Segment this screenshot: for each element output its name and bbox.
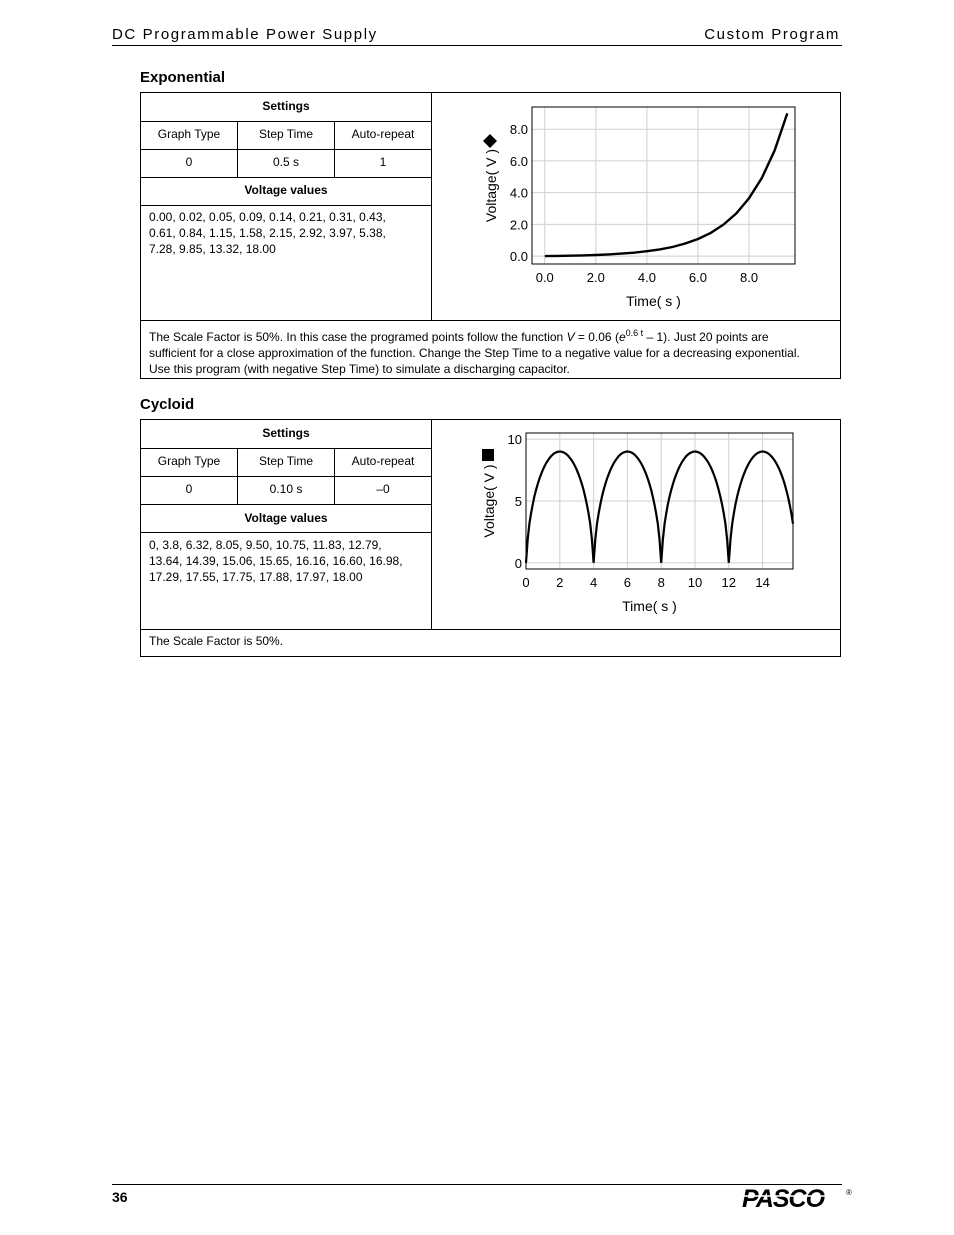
voltage-values-heading: Voltage values xyxy=(244,511,328,525)
exponential-series-line xyxy=(545,113,788,256)
voltage-values-heading: Voltage values xyxy=(244,183,328,197)
svg-text:®: ® xyxy=(846,1188,852,1197)
x-tick-label: 8.0 xyxy=(739,270,759,285)
exponential-section-title: Exponential xyxy=(140,69,226,86)
graph-type-value: 0 xyxy=(185,482,193,496)
running-header-section: Custom Program xyxy=(704,26,840,43)
voltage-line: 0, 3.8, 6.32, 8.05, 9.50, 10.75, 11.83, 12.79, xyxy=(149,538,382,552)
step-time-header: Step Time xyxy=(258,127,314,141)
x-tick-label: 10 xyxy=(687,575,703,590)
y-tick-label: 0.0 xyxy=(509,249,528,265)
step-time-value: 0.5 s xyxy=(272,155,299,169)
y-axis-label: Voltage( V ) xyxy=(481,464,497,538)
x-axis-label: Time( s ) xyxy=(626,293,681,309)
divider xyxy=(141,177,431,178)
x-tick-label: 6 xyxy=(623,575,632,590)
voltage-line: 13.64, 14.39, 15.06, 15.65, 16.16, 16.60, 16.98, xyxy=(149,554,403,568)
divider xyxy=(141,476,431,477)
running-header-title: DC Programmable Power Supply xyxy=(112,26,378,43)
divider xyxy=(141,629,840,630)
settings-heading: Settings xyxy=(262,426,310,440)
x-tick-label: 6.0 xyxy=(688,270,708,285)
voltage-values-list xyxy=(149,209,386,257)
exponential-note xyxy=(149,325,839,377)
x-tick-label: 0.0 xyxy=(535,270,554,285)
exponential-box xyxy=(140,92,841,379)
divider xyxy=(141,320,840,321)
footer-rule xyxy=(112,1184,842,1185)
divider xyxy=(141,205,431,206)
note-text: = 0.06 ( xyxy=(574,330,619,344)
note-text: – 1). Just 20 points are xyxy=(643,330,769,344)
note-text: sufficient for a close approximation of the function. Change the Step Time to a negative value for a decreasing exponential. xyxy=(149,346,800,360)
x-tick-label: 12 xyxy=(721,575,737,590)
graph-type-header: Graph Type xyxy=(157,454,221,468)
graph-type-header: Graph Type xyxy=(157,127,221,141)
note-exponent: 0.6 t xyxy=(625,328,644,338)
x-tick-label: 4.0 xyxy=(637,270,656,285)
y-tick-label: 8.0 xyxy=(509,122,528,138)
exponential-chart xyxy=(432,93,840,320)
y-tick-label: 0 xyxy=(514,555,522,571)
divider xyxy=(141,504,431,505)
auto-repeat-value: 1 xyxy=(379,155,387,169)
settings-heading: Settings xyxy=(262,99,310,113)
x-tick-label: 0 xyxy=(522,575,530,590)
x-tick-label: 4 xyxy=(589,575,598,590)
note-text: The Scale Factor is 50%. In this case the programed points follow the function xyxy=(149,330,567,344)
header-rule xyxy=(112,45,842,46)
graph-type-value: 0 xyxy=(185,155,193,169)
note-text: Use this program (with negative Step Time) to simulate a discharging capacitor. xyxy=(149,362,570,376)
series-marker-square xyxy=(482,449,494,461)
auto-repeat-value: –0 xyxy=(376,482,390,496)
step-time-value: 0.10 s xyxy=(269,482,303,496)
divider xyxy=(141,149,431,150)
auto-repeat-header: Auto-repeat xyxy=(351,454,415,468)
series-marker-diamond xyxy=(483,134,497,148)
divider xyxy=(141,448,431,449)
pasco-logo xyxy=(740,1185,856,1211)
y-axis-label: Voltage( V ) xyxy=(483,148,499,223)
cycloid-note: The Scale Factor is 50%. xyxy=(149,634,284,648)
voltage-values-list xyxy=(149,537,403,585)
note-var: V xyxy=(566,330,575,344)
x-tick-label: 14 xyxy=(755,575,770,590)
voltage-line: 0.61, 0.84, 1.15, 1.58, 2.15, 2.92, 3.97, 5.38, xyxy=(149,226,386,240)
divider xyxy=(141,532,431,533)
x-tick-label: 2 xyxy=(556,575,564,590)
plot-frame xyxy=(532,107,795,264)
note-var: e xyxy=(618,330,626,344)
divider xyxy=(141,121,431,122)
cycloid-series-line xyxy=(526,452,793,563)
x-tick-label: 2.0 xyxy=(586,270,605,285)
voltage-line: 0.00, 0.02, 0.05, 0.09, 0.14, 0.21, 0.31, 0.43, xyxy=(149,210,386,224)
step-time-header: Step Time xyxy=(258,454,314,468)
voltage-line: 7.28, 9.85, 13.32, 18.00 xyxy=(149,242,276,256)
y-tick-label: 6.0 xyxy=(509,153,528,169)
svg-text:PASCO: PASCO xyxy=(742,1185,825,1211)
cycloid-section-title: Cycloid xyxy=(140,396,195,413)
cycloid-chart xyxy=(432,420,840,629)
page-number: 36 xyxy=(112,1189,128,1205)
y-tick-label: 5 xyxy=(514,494,522,509)
voltage-line: 17.29, 17.55, 17.75, 17.88, 17.97, 18.00 xyxy=(149,570,363,584)
x-tick-label: 8 xyxy=(657,575,665,590)
cycloid-box xyxy=(140,419,841,657)
y-tick-label: 2.0 xyxy=(509,217,528,233)
y-tick-label: 10 xyxy=(507,432,522,448)
auto-repeat-header: Auto-repeat xyxy=(351,127,415,141)
x-axis-label: Time( s ) xyxy=(622,598,677,614)
y-tick-label: 4.0 xyxy=(509,185,528,201)
